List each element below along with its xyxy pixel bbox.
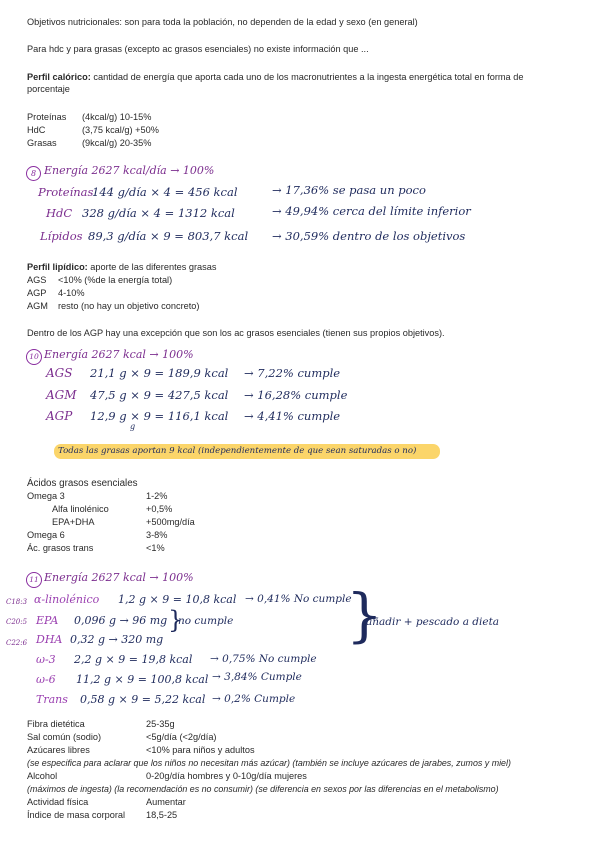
acido-name: Omega 6 bbox=[27, 530, 65, 540]
otro-name: Índice de masa corporal bbox=[27, 810, 126, 820]
otro-name: Alcohol bbox=[27, 771, 58, 781]
hw-row-name: Proteínas bbox=[38, 185, 94, 199]
note-calorico-header: Energía 2627 kcal/día → 100% bbox=[44, 164, 215, 177]
acido-name: Omega 3 bbox=[27, 491, 65, 501]
hw-row-name: ω-3 bbox=[36, 653, 56, 666]
hw-row-calc: 89,3 g/día × 9 = 803,7 kcal bbox=[88, 229, 249, 243]
hw-row-tag: C20:5 bbox=[6, 618, 28, 626]
otro-name: Sal común (sodio) bbox=[27, 732, 102, 742]
perfil-lipidico-text: aporte de las diferentes grasas bbox=[87, 262, 217, 272]
hw-row-result: → 7,22% cumple bbox=[244, 366, 341, 380]
hw-row-name: EPA bbox=[36, 614, 59, 627]
acido-name: Alfa linolénico bbox=[52, 504, 109, 514]
hw-row-name: Trans bbox=[36, 693, 68, 706]
otro-name: Azúcares libres bbox=[27, 745, 90, 755]
hw-row-result: → 49,94% cerca del límite inferior bbox=[272, 204, 471, 218]
small-brace: } bbox=[168, 606, 184, 634]
perfil-calorico-text-2: porcentaje bbox=[27, 84, 70, 94]
hw-row-name: AGS bbox=[46, 366, 73, 380]
otro-value: 25-35g bbox=[146, 719, 175, 729]
acido-name: Ác. grasos trans bbox=[27, 543, 94, 553]
lipid-name: AGM bbox=[27, 301, 48, 311]
hw-row-calc: 0,32 g → 320 mg bbox=[70, 633, 164, 646]
hw-row-calc: 0,096 g → 96 mg bbox=[74, 614, 168, 627]
highlight-note: Todas las grasas aportan 9 kcal (independientemente de que sean saturadas o no) bbox=[58, 446, 417, 456]
otro-value: 18,5-25 bbox=[146, 810, 178, 820]
hw-row-tag: C18:3 bbox=[6, 598, 28, 606]
otro-name: Fibra dietética bbox=[27, 719, 85, 729]
hw-row-calc: 47,5 g × 9 = 427,5 kcal bbox=[90, 388, 229, 402]
macro-value: (3,75 kcal/g) +50% bbox=[82, 125, 159, 135]
hw-subscript-mark: g bbox=[130, 422, 136, 431]
hw-row-result: → 0,41% No cumple bbox=[245, 593, 352, 605]
perfil-calorico-heading: Perfil calórico: bbox=[27, 72, 91, 82]
hw-row-result: → 4,41% cumple bbox=[244, 409, 341, 423]
hw-row-tag: C22:6 bbox=[6, 639, 28, 647]
otro-value: Aumentar bbox=[146, 797, 186, 807]
perfil-calorico-line bbox=[27, 72, 523, 83]
acido-value: 1-2% bbox=[146, 491, 168, 501]
lipid-name: AGS bbox=[27, 275, 47, 285]
hw-row-calc: 144 g/día × 4 = 456 kcal bbox=[92, 185, 238, 199]
hw-row-result: → 0,75% No cumple bbox=[210, 653, 317, 665]
note-acidos-header: Energía 2627 kcal → 100% bbox=[44, 571, 194, 584]
note-number-badge: 8 bbox=[26, 166, 41, 181]
hw-row-calc: 0,58 g × 9 = 5,22 kcal bbox=[80, 693, 206, 706]
hw-row-name: DHA bbox=[36, 633, 63, 646]
note-lipidico-header: Energía 2627 kcal → 100% bbox=[44, 348, 194, 361]
hw-row-name: AGP bbox=[46, 409, 73, 423]
otro-note: (se especifica para aclarar que los niños no necesitan más azúcar) (también se incluye azúcares de jarabes, zumos y miel) bbox=[27, 758, 511, 768]
lipid-value: resto (no hay un objetivo concreto) bbox=[58, 301, 200, 311]
hw-row-name: AGM bbox=[46, 388, 77, 402]
macro-name: HdC bbox=[27, 125, 46, 135]
hw-row-name: α-linolénico bbox=[34, 593, 100, 606]
macro-value: (4kcal/g) 10-15% bbox=[82, 112, 152, 122]
macro-value: (9kcal/g) 20-35% bbox=[82, 138, 152, 148]
perfil-lipidico-line bbox=[27, 262, 216, 273]
acido-value: <1% bbox=[146, 543, 165, 553]
perfil-lipidico-heading: Perfil lipídico: bbox=[27, 262, 88, 272]
hw-row-calc: 2,2 g × 9 = 19,8 kcal bbox=[74, 653, 193, 666]
intro-line-1: Objetivos nutricionales: son para toda la población, no dependen de la edad y sexo (en general) bbox=[27, 17, 418, 27]
brace-note: añadir + pescado a dieta bbox=[366, 616, 500, 628]
acido-value: 3-8% bbox=[146, 530, 168, 540]
hw-row-result: → 16,28% cumple bbox=[244, 388, 348, 402]
otro-value: <10% para niños y adultos bbox=[146, 745, 255, 755]
note-number-badge: 10 bbox=[26, 349, 42, 365]
hw-row-calc: 21,1 g × 9 = 189,9 kcal bbox=[90, 366, 229, 380]
acidos-heading: Ácidos grasos esenciales bbox=[27, 478, 138, 489]
macro-name: Grasas bbox=[27, 138, 57, 148]
otro-value: 0-20g/día hombres y 0-10g/día mujeres bbox=[146, 771, 307, 781]
agp-note: Dentro de los AGP hay una excepción que son los ac grasos esenciales (tienen sus propios objetivos). bbox=[27, 328, 445, 338]
intro-line-2: Para hdc y para grasas (excepto ac grasos esenciales) no existe información que ... bbox=[27, 44, 369, 54]
hw-row-result: → 30,59% dentro de los objetivos bbox=[272, 229, 466, 243]
large-brace: } bbox=[346, 581, 383, 649]
macro-name: Proteínas bbox=[27, 112, 67, 122]
hw-row-calc: 328 g/día × 4 = 1312 kcal bbox=[82, 206, 235, 220]
hw-row-calc: 12,9 g × 9 = 116,1 kcal bbox=[90, 409, 229, 423]
acido-value: +500mg/día bbox=[146, 517, 195, 527]
hw-row-name: HdC bbox=[46, 206, 73, 220]
otro-value: <5g/día (<2g/día) bbox=[146, 732, 217, 742]
hw-row-name: Lípidos bbox=[40, 229, 83, 243]
lipid-value: 4-10% bbox=[58, 288, 85, 298]
hw-row-calc: 11,2 g × 9 = 100,8 kcal bbox=[76, 673, 209, 686]
hw-row-result: → 0,2% Cumple bbox=[212, 693, 296, 705]
note-number-badge: 11 bbox=[26, 572, 42, 588]
lipid-value: <10% (%de la energía total) bbox=[58, 275, 173, 285]
lipid-name: AGP bbox=[27, 288, 47, 298]
hw-row-calc: 1,2 g × 9 = 10,8 kcal bbox=[118, 593, 237, 606]
otro-name: Actividad física bbox=[27, 797, 89, 807]
hw-row-result: → 3,84% Cumple bbox=[212, 671, 302, 683]
hw-row-name: ω-6 bbox=[36, 673, 56, 686]
hw-row-result: → 17,36% se pasa un poco bbox=[272, 183, 426, 197]
hw-row-result: no cumple bbox=[178, 615, 234, 627]
otro-note: (máximos de ingesta) (la recomendación es no consumir) (se diferencia en sexos por las diferencias en el metabolismo) bbox=[27, 784, 499, 794]
perfil-calorico-text: cantidad de energía que aporta cada uno de los macronutrientes a la ingesta energética total en forma de bbox=[90, 72, 524, 82]
acido-name: EPA+DHA bbox=[52, 517, 95, 527]
acido-value: +0,5% bbox=[146, 504, 173, 514]
